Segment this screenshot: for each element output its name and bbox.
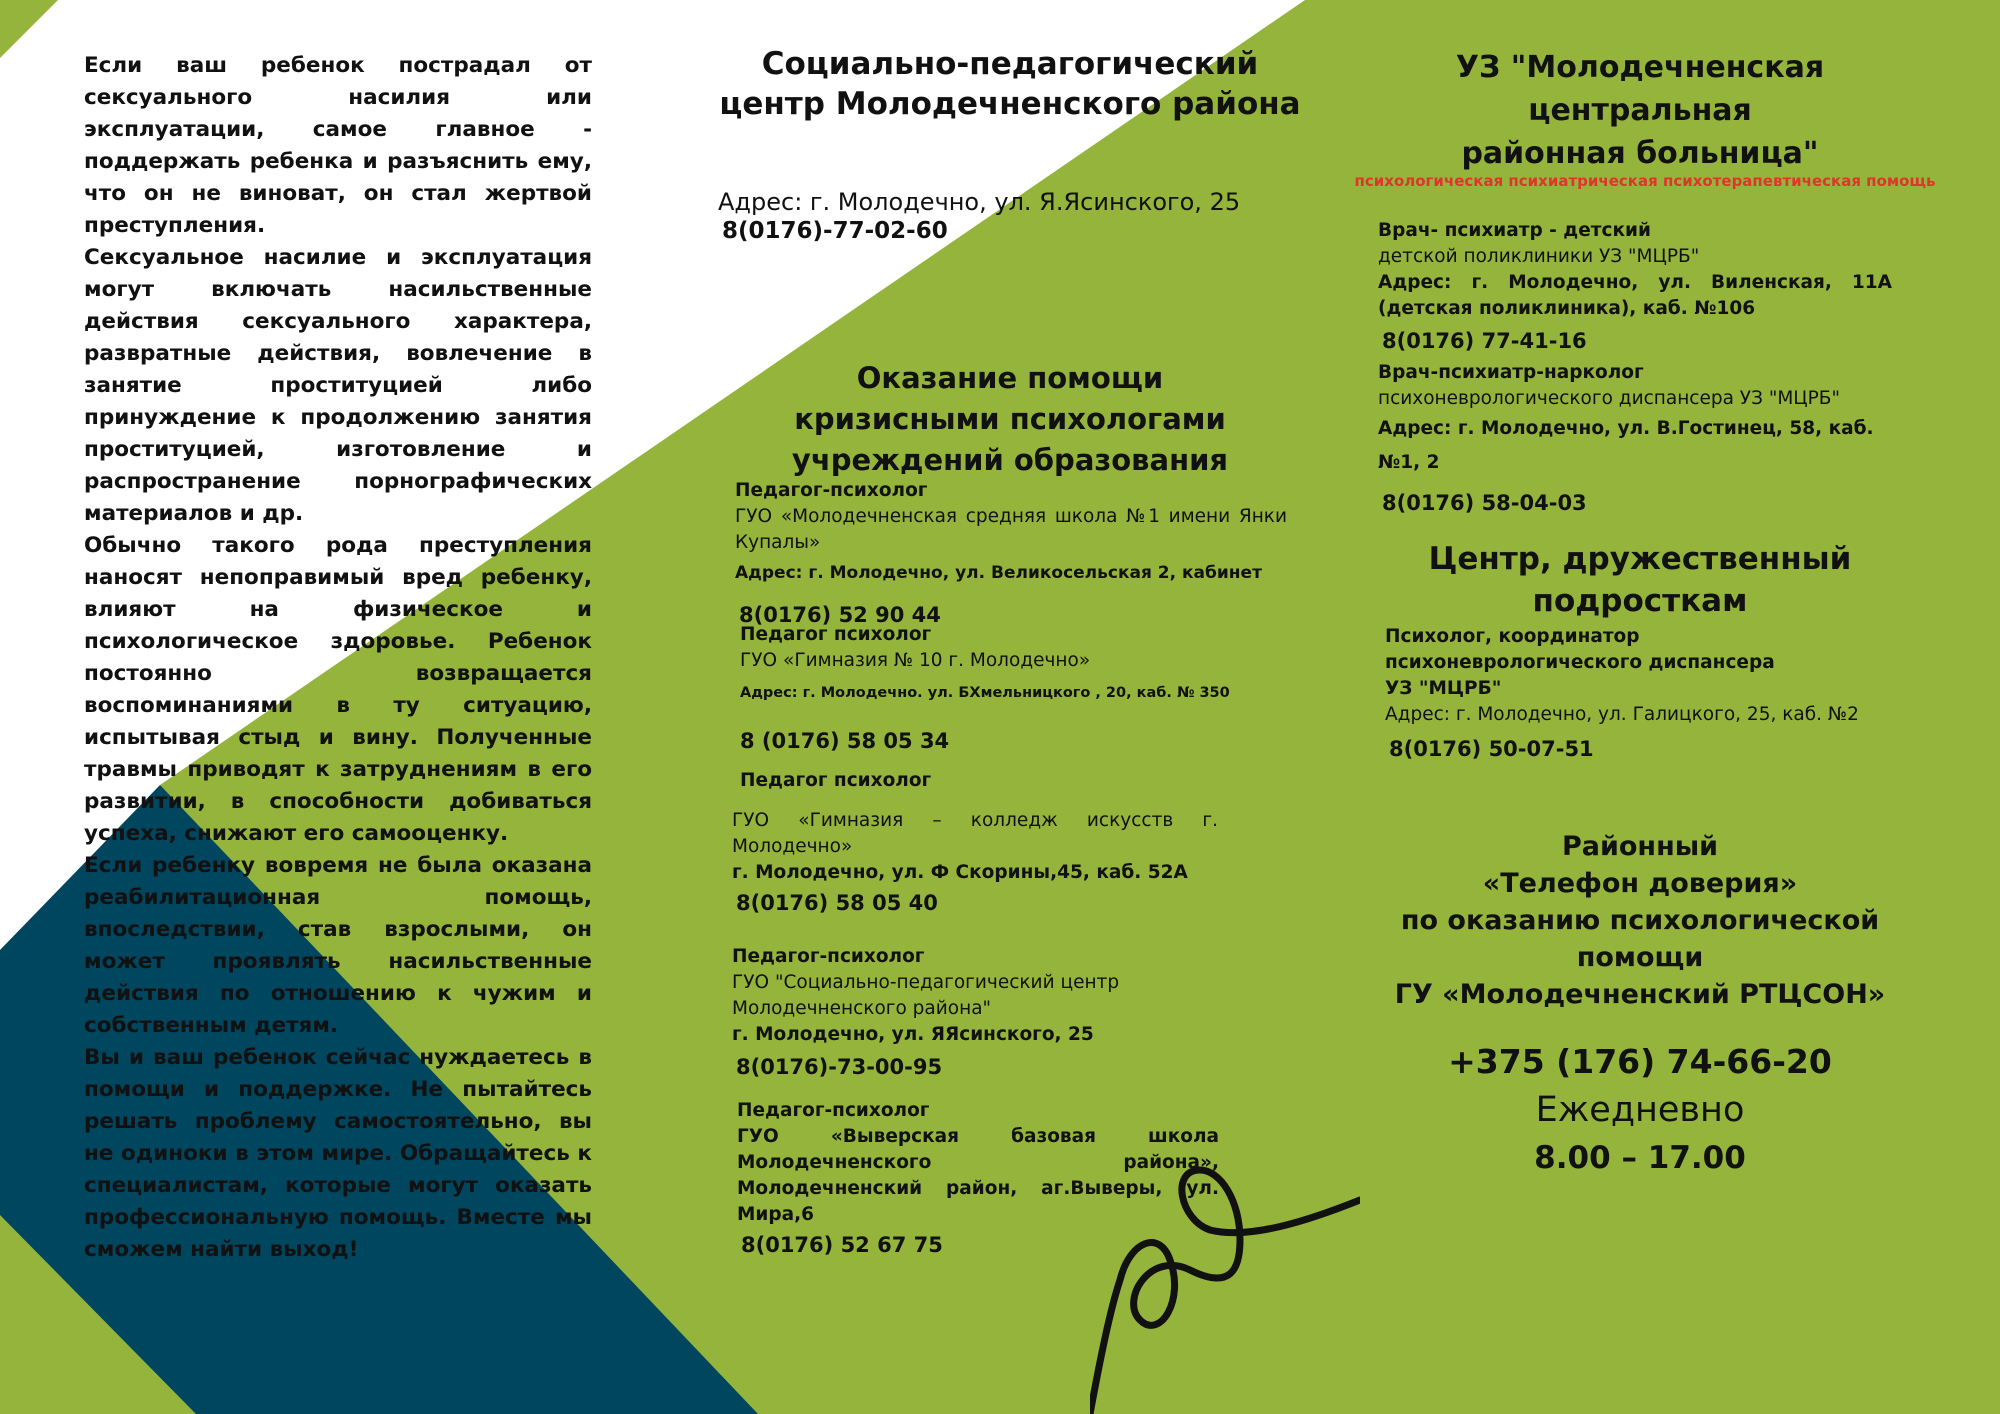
left-paragraph: Вы и ваш ребенок сейчас нуждаетесь в помощи и поддержке. Не пытайтесь решать проблему самостоятельно, вы не одиноки в этом мире. Обращайтесь к специалистам, которые могут оказать профессиональную помощь. Вместе мы сможем найти выход!: [84, 1045, 592, 1262]
hospital-title-line: УЗ "Молодечненская: [1455, 50, 1825, 85]
social-centre-title-line: центр Молодечненского района: [719, 86, 1301, 122]
centre-role-line: Психолог, координатор: [1385, 626, 1640, 647]
crisis-help-title: [770, 358, 1250, 481]
doctor-phone: 8(0176) 58-04-03: [1382, 491, 1587, 515]
doctor-org: детской поликлиники УЗ "МЦРБ": [1378, 246, 1700, 267]
centre-phone: 8(0176) 50-07-51: [1389, 737, 1594, 761]
entry-phone: 8(0176) 52 67 75: [741, 1233, 943, 1257]
entry-address: Адрес: г. Молодечно, ул. Великосельская 2, кабинет: [735, 563, 1262, 583]
entry-org: ГУО «Выверская базовая школа Молодечненского района», Молодечненский район, аг.Выверы, ул. Мира,6: [737, 1126, 1219, 1225]
entry-address: Адрес: г. Молодечно. ул. БХмельницкого , 20, каб. № 350: [740, 685, 1230, 701]
left-paragraph: Обычно такого рода преступления наносят непоправимый вред ребенку, влияют на физическое и психологическое здоровье. Ребенок постоянно возвращается воспоминаниями в ту ситуацию, испытывая стыд и вину. Полученные травмы приводят к затруднениям в его развитии, в способности добиваться успеха, снижают его самооценку.: [84, 533, 592, 846]
entry-role: Педагог-психолог: [735, 480, 928, 501]
youth-centre-title-line: подросткам: [1532, 583, 1748, 619]
crisis-title-line: учреждений образования: [791, 443, 1229, 477]
entry-role: Педагог психолог: [740, 624, 932, 645]
entry-org: ГУО "Социально-педагогический центр Молодечненского района": [732, 972, 1120, 1019]
hotline-days: Ежедневно: [1535, 1090, 1745, 1130]
left-info-text: [84, 50, 592, 1266]
centre-role-line: УЗ "МЦРБ": [1385, 678, 1502, 699]
social-centre-address: Адрес: г. Молодечно, ул. Я.Ясинского, 25: [718, 188, 1241, 216]
hospital-title-line: районная больница": [1461, 136, 1819, 171]
hotline-title-line: Районный: [1561, 831, 1719, 862]
decorative-swirl-icon: [1090, 1160, 1360, 1414]
youth-centre-title: [1400, 538, 1880, 622]
entry-org: ГУО «Гимназия – колледж искусств г. Молодечно»: [732, 810, 1218, 857]
youth-centre-title-line: Центр, дружественный: [1428, 541, 1852, 577]
entry-phone: 8(0176) 58 05 40: [736, 891, 938, 915]
youth-centre-entry: [1385, 624, 1899, 762]
hospital-title-line: центральная: [1528, 93, 1752, 128]
doctor-entry: [1378, 360, 1892, 516]
psychologist-entry: [735, 478, 1287, 628]
entry-role: Педагог-психолог: [737, 1100, 930, 1121]
left-paragraph: Если ребенку вовремя не была оказана реабилитационная помощь, впоследствии, став взрослыми, он может проявлять насильственные действия по отношению к чужим и собственным детям.: [84, 853, 592, 1038]
doctor-address: Адрес: г. Молодечно, ул. В.Гостинец, 58, каб. №1, 2: [1378, 418, 1874, 473]
hotline-title-line: помощи: [1576, 942, 1704, 973]
centre-role-line: психоневрологического диспансера: [1385, 652, 1775, 673]
hotline-phone: +375 (176) 74-66-20: [1448, 1042, 1832, 1081]
swirl-line: [1090, 1170, 1360, 1414]
doctor-phone: 8(0176) 77-41-16: [1382, 329, 1587, 353]
hospital-services: психологическая психиатрическая психотерапевтическая помощь: [1354, 172, 1936, 190]
psychologist-entry: [740, 622, 1300, 754]
doctor-entry: [1378, 218, 1892, 354]
psychologist-entry: [732, 768, 1218, 916]
entry-role: Педагог-психолог: [732, 946, 925, 967]
left-paragraph: Если ваш ребенок пострадал от сексуального насилия или эксплуатации, самое главное - поддержать ребенка и разъяснить ему, что он не виноват, он стал жертвой преступления.: [84, 53, 592, 238]
entry-phone: 8(0176) 52 90 44: [739, 603, 941, 627]
left-paragraph: Сексуальное насилие и эксплуатация могут включать насильственные действия сексуального характера, развратные действия, вовлечение в занятие проституцией либо принуждение к продолжению занятия проституцией, изготовление и распространение порнографических материалов и др.: [84, 245, 592, 526]
doctor-role: Врач- психиатр - детский: [1378, 220, 1651, 241]
psychologist-entry: [732, 944, 1216, 1080]
hotline-title-line: ГУ «Молодечненский РТЦСОН»: [1394, 979, 1886, 1010]
social-centre-phone: 8(0176)-77-02-60: [722, 218, 948, 244]
entry-phone: 8(0176)-73-00-95: [736, 1055, 943, 1079]
hotline-title-line: по оказанию психологической: [1400, 905, 1880, 936]
social-centre-title: [690, 44, 1330, 124]
social-centre-title-line: Социально-педагогический: [761, 46, 1259, 82]
entry-org: ГУО «Гимназия № 10 г. Молодечно»: [740, 650, 1091, 671]
crisis-title-line: Оказание помощи: [856, 361, 1164, 395]
entry-address: г. Молодечно, ул. ЯЯсинского, 25: [732, 1024, 1094, 1045]
crisis-title-line: кризисными психологами: [794, 402, 1226, 436]
hotline-hours: 8.00 – 17.00: [1534, 1140, 1746, 1176]
entry-org: ГУО «Молодечненская средняя школа №1 имени Янки Купалы»: [735, 506, 1287, 553]
doctor-org: психоневрологического диспансера УЗ "МЦРБ": [1378, 388, 1841, 409]
hospital-title: [1380, 46, 1900, 175]
doctor-role: Врач-психиатр-нарколог: [1378, 362, 1644, 383]
entry-phone: 8 (0176) 58 05 34: [740, 729, 950, 753]
doctor-address: Адрес: г. Молодечно, ул. Виленская, 11А (детская поликлиника), каб. №106: [1378, 272, 1892, 319]
entry-address: г. Молодечно, ул. Ф Скорины,45, каб. 52А: [732, 862, 1188, 883]
entry-role: Педагог психолог: [740, 770, 932, 791]
centre-address: Адрес: г. Молодечно, ул. Галицкого, 25, каб. №2: [1385, 704, 1859, 725]
hotline-title: [1380, 828, 1900, 1013]
hotline-title-line: «Телефон доверия»: [1482, 868, 1798, 899]
